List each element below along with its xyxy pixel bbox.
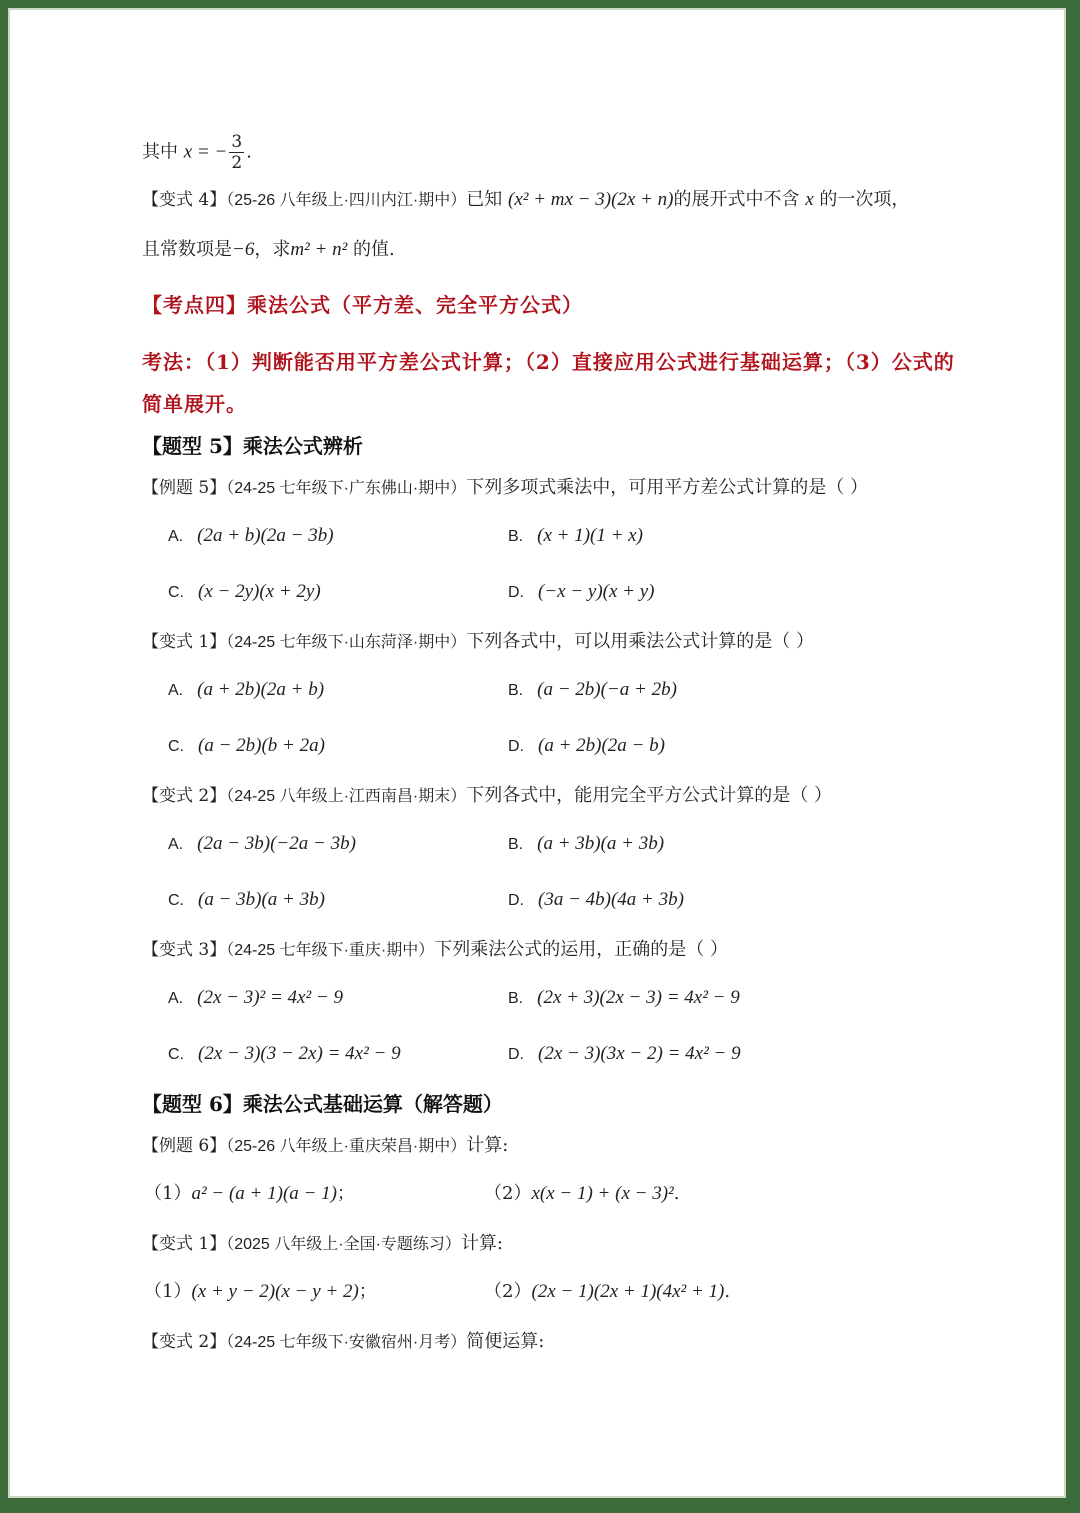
option-label: B. [508,836,524,853]
option-label: B. [508,990,524,1007]
math-expression: x(x − 1) + (x − 3)² [531,1183,674,1204]
option-value: (a + 2b)(2a + b) [197,679,325,700]
math-expression: (x² + mx − 3)(2x + n) [508,189,674,210]
question-tag: 【变式 4】 [142,190,227,210]
option-value: (x − 2y)(x + 2y) [198,581,321,602]
document-page [8,8,1066,1498]
question-tag: 【变式 3】 [142,940,227,960]
option-value: (2x + 3)(2x − 3) = 4x² − 9 [537,987,740,1008]
option-label: D. [508,892,524,909]
option-c[interactable] [168,888,325,913]
question-source: （24-25 八年级上·江西南昌·期末） [226,788,467,805]
exam-method-line-1: 考法：（1）判断能否用平方差公式计算；（2）直接应用公式进行基础运算；（3）公式的 [142,350,955,374]
question-tag: 【变式 2】 [142,786,227,806]
option-label: A. [168,682,184,699]
solution-tail [142,132,252,173]
exam-method-line-2: 简单展开。 [142,392,247,416]
text: . [673,1183,680,1204]
option-value: (−x − y)(x + y) [538,581,655,602]
example-5-question [142,476,868,501]
option-a[interactable] [168,986,343,1011]
option-label: C. [168,1046,184,1063]
variant-4-question [142,188,909,213]
question-text: 简便运算: [466,1331,545,1352]
option-value: (a + 3b)(a + 3b) [537,833,665,854]
question-type-heading: 【题型 6】乘法公式基础运算（解答题） [142,1092,503,1116]
sub-question-1 [144,1182,355,1206]
option-value: (a − 3b)(a + 3b) [198,889,325,910]
sub-question-number: （2） [484,1183,532,1204]
question-text: 下列多项式乘法中，可用平方差公式计算的是（ ） [466,477,868,498]
fraction-numerator: 3 [231,132,243,152]
variant-6-2-question [142,1330,544,1355]
math-expression: −6 [232,239,255,260]
math-expression: x [805,189,814,210]
option-label: C. [168,584,184,601]
sub-question-number: （1） [144,1183,192,1204]
text: ，求 [254,239,291,260]
option-a[interactable] [168,524,334,549]
option-a[interactable] [168,678,324,703]
option-value: (a − 2b)(−a + 2b) [537,679,677,700]
option-label: A. [168,990,184,1007]
option-d[interactable] [508,734,665,759]
sub-question-2 [484,1182,679,1206]
text: 的值. [353,239,395,260]
variant-4-question-cont [142,238,395,262]
question-tag: 【变式 1】 [142,632,227,652]
question-source: （24-25 七年级下·重庆·期中） [226,942,435,959]
text: ； [336,1183,355,1204]
math-expression: (x + y − 2)(x − y + 2) [191,1281,359,1302]
option-value: (2x − 3)(3x − 2) = 4x² − 9 [538,1043,741,1064]
question-text: 下列各式中，能用完全平方公式计算的是（ ） [466,785,832,806]
option-value: (2a − 3b)(−2a − 3b) [197,833,356,854]
variant-2-question [142,784,832,809]
question-tag: 【变式 2】 [142,1332,227,1352]
text: 的一次项， [819,189,910,210]
question-tag: 【例题 6】 [142,1136,227,1156]
sub-question-2 [484,1280,730,1304]
option-c[interactable] [168,580,321,605]
fraction-denominator: 2 [231,153,243,173]
fraction [229,132,244,173]
question-text: 下列乘法公式的运用，正确的是（ ） [434,939,728,960]
variant-6-1-question [142,1232,503,1257]
option-c[interactable] [168,734,325,759]
text: . [246,141,252,163]
option-value: (2a + b)(2a − 3b) [197,525,334,546]
question-source: （24-25 七年级下·安徽宿州·月考） [226,1334,467,1351]
question-source: （24-25 七年级下·广东佛山·期中） [226,480,467,497]
option-value: (a − 2b)(b + 2a) [198,735,325,756]
option-d[interactable] [508,888,684,913]
text: 的展开式中不含 [673,189,800,210]
text: 已知 [466,189,503,210]
question-source: （25-26 八年级上·重庆荣昌·期中） [226,1138,467,1155]
sub-question-number: （1） [144,1281,192,1302]
option-label: A. [168,836,184,853]
option-b[interactable] [508,524,643,549]
math-expression: a² − (a + 1)(a − 1) [191,1183,337,1204]
option-d[interactable] [508,580,655,605]
option-a[interactable] [168,832,356,857]
sub-question-1 [144,1280,377,1304]
question-tag: 【例题 5】 [142,478,227,498]
example-6-question [142,1134,508,1159]
option-value: (2x − 3)² = 4x² − 9 [197,987,344,1008]
option-label: D. [508,584,524,601]
option-value: (2x − 3)(3 − 2x) = 4x² − 9 [198,1043,401,1064]
option-c[interactable] [168,1042,401,1067]
text: 且常数项是 [142,239,232,260]
option-d[interactable] [508,1042,741,1067]
question-source: （25-26 八年级上·四川内江·期中） [226,192,467,209]
math-expression: x = − [183,141,228,163]
option-b[interactable] [508,678,677,703]
option-value: (x + 1)(1 + x) [537,525,643,546]
option-b[interactable] [508,986,740,1011]
variant-3-question [142,938,728,963]
question-text: 下列各式中，可以用乘法公式计算的是（ ） [466,631,814,652]
variant-1-question [142,630,814,655]
text: 其中 [142,141,178,163]
text: . [724,1281,731,1302]
math-expression: m² + n² [290,239,348,260]
option-value: (a + 2b)(2a − b) [538,735,665,756]
question-source: （2025 八年级上·全国·专题练习） [226,1236,461,1253]
option-value: (3a − 4b)(4a + 3b) [538,889,684,910]
section-heading: 【考点四】乘法公式（平方差、完全平方公式） [142,293,583,317]
option-label: A. [168,528,184,545]
option-label: C. [168,738,184,755]
option-label: B. [508,682,524,699]
option-label: B. [508,528,524,545]
sub-question-number: （2） [484,1281,532,1302]
math-expression: (2x − 1)(2x + 1)(4x² + 1) [531,1281,725,1302]
text: ； [358,1281,377,1302]
question-text: 计算: [466,1135,509,1156]
question-tag: 【变式 1】 [142,1234,227,1254]
option-label: D. [508,1046,524,1063]
question-text: 计算: [460,1233,504,1254]
option-b[interactable] [508,832,664,857]
option-label: C. [168,892,184,909]
option-label: D. [508,738,524,755]
question-type-heading: 【题型 5】乘法公式辨析 [142,434,363,458]
question-source: （24-25 七年级下·山东菏泽·期中） [226,634,467,651]
